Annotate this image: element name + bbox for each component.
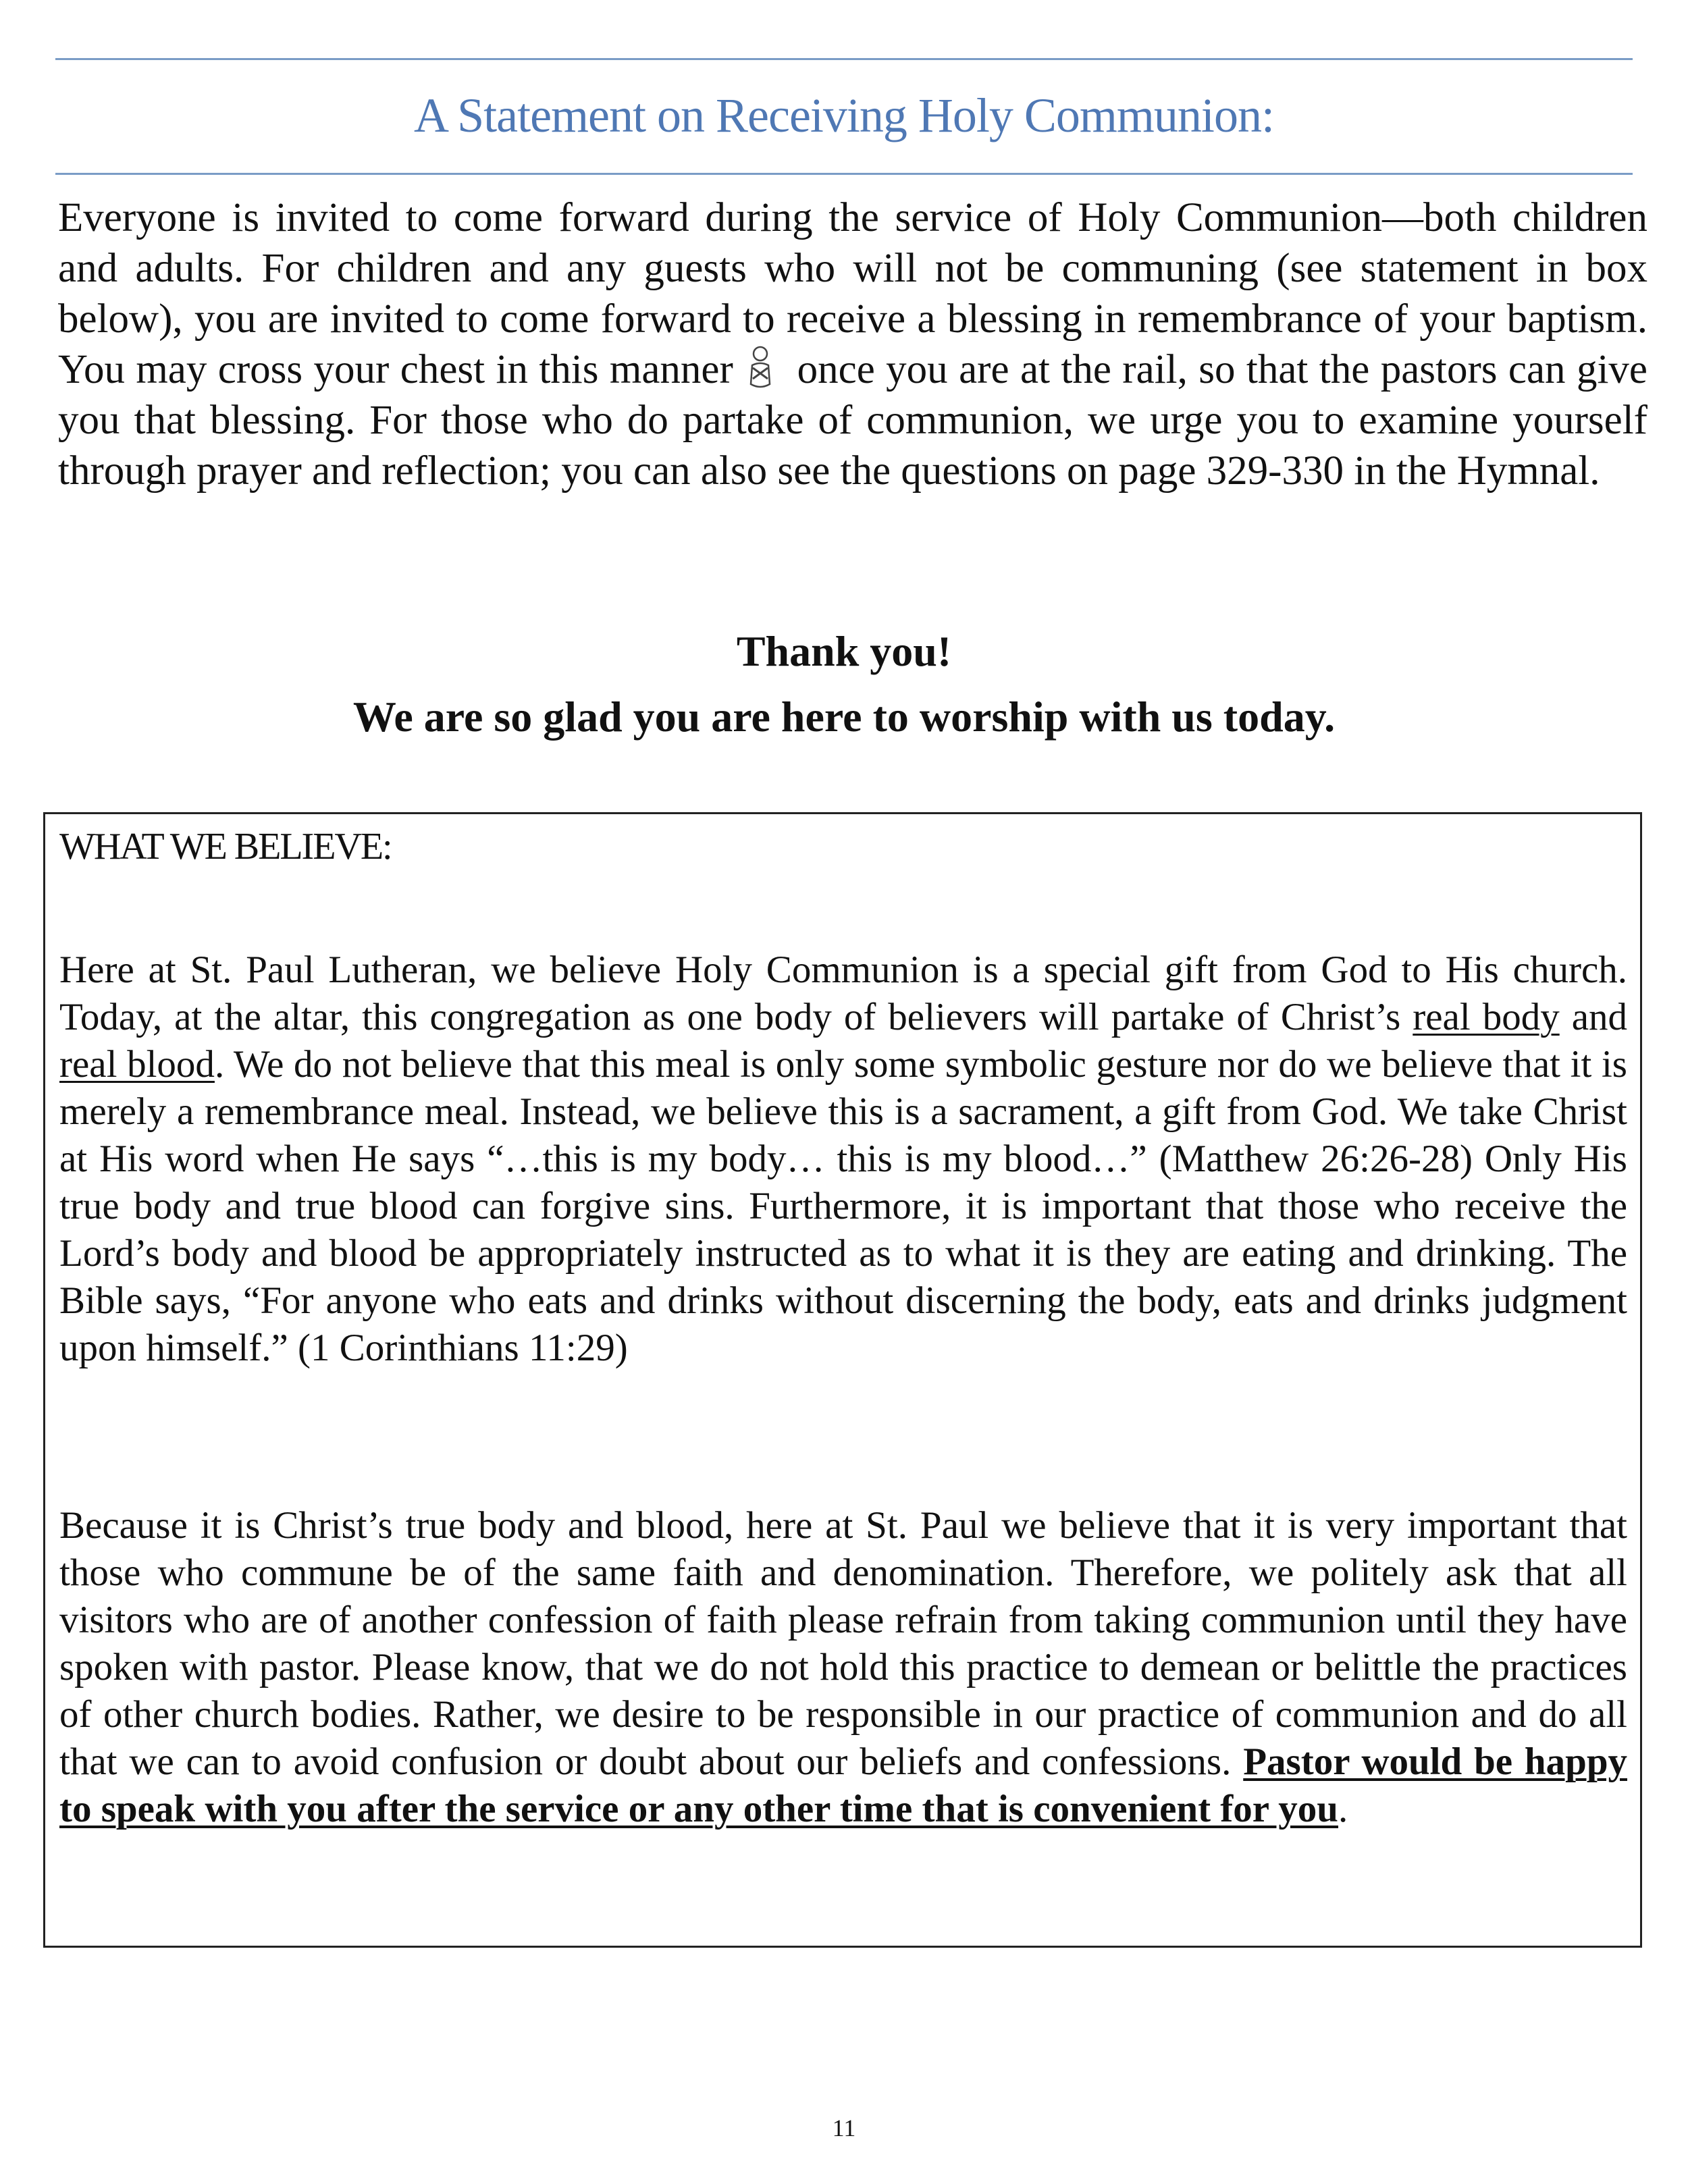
pastor-invitation-emphasis: Pastor would be happy to speak with you after the service or any other time that is convenient for you [59, 1740, 1628, 1830]
real-body-underlined: real body [1413, 996, 1560, 1038]
intro-text-1: Everyone is invited to come forward during the service of Holy Communion—both children and adults. For children and any guests who will not be communing (see statement in box below), you are invited to come forward to receive a blessing in remembrance of your baptism. You may cross your chest in this manner [58, 195, 1647, 392]
page-number: 11 [832, 2114, 856, 2141]
box-heading: WHAT WE BELIEVE: [59, 826, 392, 868]
para2-end: . [1338, 1788, 1348, 1830]
real-blood-underlined: real blood [59, 1043, 215, 1086]
belief-paragraph-2 [59, 1502, 1627, 1833]
welcome-line: We are so glad you are here to worship with us today. [352, 693, 1336, 741]
header-rule-bottom [55, 173, 1633, 175]
para1-text-2: . We do not believe that this meal is only some symbolic gesture nor do we believe that it is merely a remembrance meal. Instead, we believe this is a sacrament, a gift from God. We take Christ at His word when He says “…this is my body… this is my blood…” (Matthew 26:26-28) Only His true body and true blood can forgive sins. Furthermore, it is important that those who receive the Lord’s body and blood be appropriately instructed as to what it is they are eating and drinking. The Bible says, “For anyone who eats and drinks without discerning the body, eats and drinks judgment upon himself.” (1 Corinthians 11:29) [59, 1043, 1627, 1369]
belief-paragraph-1 [59, 947, 1627, 1372]
header-rule-top [55, 58, 1633, 60]
crossed-arms-figure-icon [747, 345, 774, 392]
page-title: A Statement on Receiving Holy Communion: [414, 88, 1274, 142]
para1-and: and [1571, 996, 1628, 1038]
para1-text-1: Here at St. Paul Lutheran, we believe Holy Communion is a special gift from God to His church. Today, at the altar, this congregation as one body of believers will partake of Christ’s [59, 949, 1627, 1038]
thank-you-line: Thank you! [736, 627, 952, 675]
intro-paragraph [58, 192, 1647, 496]
intro-text-2: once you are at the rail, so that the pastors can give you that blessing. For those who do partake of communion, we urge you to examine yourself through prayer and reflection; you can also see the questions on page 329-330 in the Hymnal. [58, 347, 1647, 494]
para2-text: Because it is Christ’s true body and blood, here at St. Paul we believe that it is very important that those who commune be of the same faith and denomination. Therefore, we politely ask that all visitors who are of another confession of faith please refrain from taking communion until they have spoken with pastor. Please know, that we do not hold this practice to demean or belittle the practices of other church bodies. Rather, we desire to be responsible in our practice of communion and do all that we can to avoid confusion or doubt about our beliefs and confessions. [59, 1504, 1627, 1783]
